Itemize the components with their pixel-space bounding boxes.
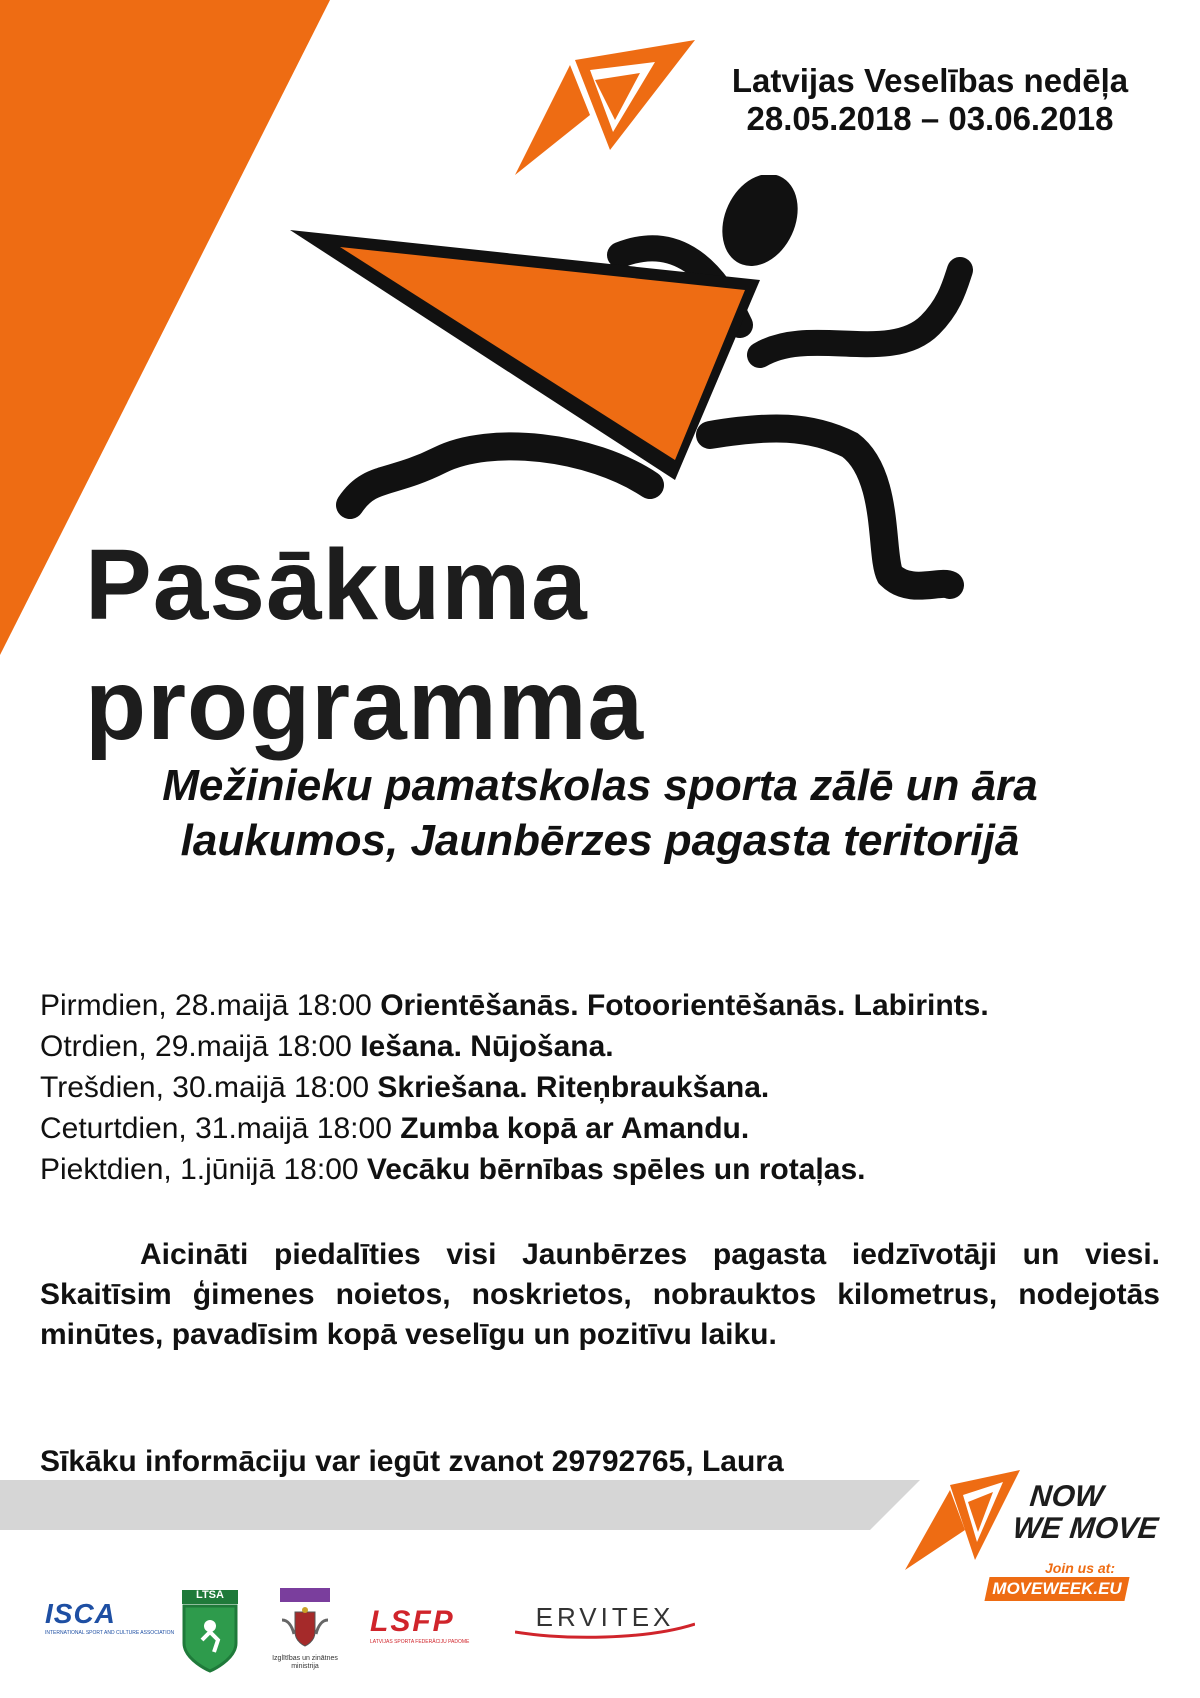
isca-logo: ISCA INTERNATIONAL SPORT AND CULTURE ASSOCIATION <box>45 1598 175 1636</box>
contact-info: Sīkāku informāciju var iegūt zvanot 29792765, Laura <box>40 1445 784 1478</box>
now-we-move-line-2: WE MOVE <box>1011 1512 1160 1545</box>
moveweek-url: MOVEWEEK.EU <box>992 1579 1122 1598</box>
now-we-move-logo[interactable] <box>905 1470 1175 1670</box>
schedule-day: Pirmdien, 28.maijā 18:00 <box>40 989 381 1022</box>
venue-subtitle-line-2: laukumos, Jaunbērzes pagasta teritorijā <box>180 816 1020 865</box>
now-we-move-arrow-icon <box>905 1470 1025 1580</box>
venue-subtitle-line-1: Mežinieku pamatskolas sporta zālē un āra <box>162 761 1038 810</box>
now-we-move-line-1: NOW <box>1028 1480 1106 1513</box>
schedule-activity: Skriešana. Riteņbraukšana. <box>377 1071 770 1104</box>
schedule-day: Otrdien, 29.maijā 18:00 <box>40 1030 361 1063</box>
ministry-logo: Izglītības un zinātnes ministrija <box>270 1588 340 1678</box>
moveweek-url-badge[interactable] <box>984 1577 1129 1601</box>
schedule-activity: Vecāku bērnības spēles un rotaļas. <box>366 1153 866 1186</box>
join-us-label: Join us at: <box>1045 1560 1116 1576</box>
ervitex-logo: ERVITEX <box>515 1602 695 1642</box>
schedule-row <box>40 1149 1180 1190</box>
event-name: Latvijas Veselības nedēļa <box>731 62 1129 99</box>
schedule-list <box>40 985 1180 1190</box>
invitation-paragraph: Aicināti piedalīties visi Jaunbērzes pagasta iedzīvotāji un viesi. Skaitīsim ģimenes noietos, noskrietos, nobrauktos kilometrus, nodejotās minūtes, pavadīsim kopā veselīgu un pozitīvu laiku. <box>40 1238 1160 1351</box>
page-title-line-1: Pasākuma <box>85 529 588 641</box>
latvia-coat-of-arms-icon <box>270 1606 340 1650</box>
schedule-activity: Zumba kopā ar Amandu. <box>400 1112 750 1145</box>
schedule-row <box>40 1108 1180 1149</box>
schedule-day: Trešdien, 30.maijā 18:00 <box>40 1071 378 1104</box>
schedule-activity: Orientēšanās. Fotoorientēšanās. Labirints. <box>380 989 989 1022</box>
schedule-day: Piektdien, 1.jūnijā 18:00 <box>40 1153 367 1186</box>
lsfp-logo: LSFP LATVIJAS SPORTA FEDERĀCIJU PADOME <box>370 1605 470 1645</box>
ministry-purple-bar <box>280 1588 330 1602</box>
schedule-day: Ceturtdien, 31.maijā 18:00 <box>40 1112 401 1145</box>
page-title-line-2: programma <box>85 649 645 761</box>
event-dates: 28.05.2018 – 03.06.2018 <box>746 100 1114 137</box>
move-week-arrow-logo <box>515 40 710 180</box>
schedule-activity: Iešana. Nūjošana. <box>360 1030 614 1063</box>
schedule-row <box>40 1067 1180 1108</box>
schedule-row <box>40 1026 1180 1067</box>
ltsa-logo: LTSA <box>180 1588 240 1673</box>
schedule-row <box>40 985 1180 1026</box>
grey-divider-bar <box>0 1480 920 1530</box>
